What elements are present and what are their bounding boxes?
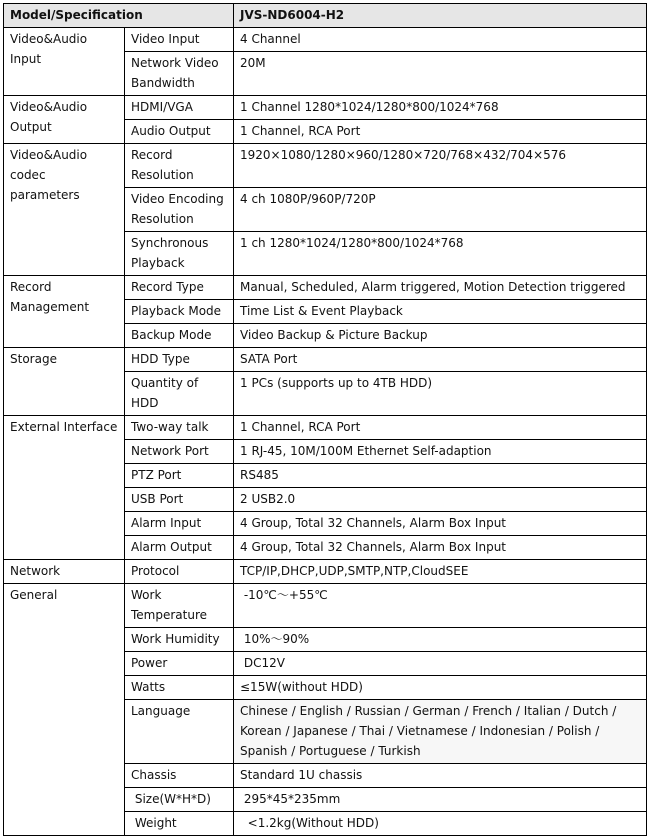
parameter-name: HDD Type: [125, 348, 234, 372]
parameter-value: 4 Group, Total 32 Channels, Alarm Box Input: [234, 512, 647, 536]
parameter-name: PTZ Port: [125, 464, 234, 488]
category-cell: Video&Audio codec parameters: [4, 144, 125, 276]
parameter-value: 4 ch 1080P/960P/720P: [234, 188, 647, 232]
table-row: [4, 144, 647, 188]
spec-table: [3, 3, 647, 836]
parameter-value: 1 Channel, RCA Port: [234, 416, 647, 440]
parameter-value: Standard 1U chassis: [234, 764, 647, 788]
parameter-name: Alarm Output: [125, 536, 234, 560]
parameter-value: TCP/IP,DHCP,UDP,SMTP,NTP,CloudSEE: [234, 560, 647, 584]
parameter-name: Work Humidity: [125, 628, 234, 652]
parameter-name: Weight: [125, 812, 234, 836]
parameter-value: 10%～90%: [234, 628, 647, 652]
parameter-name: Video Encoding Resolution: [125, 188, 234, 232]
parameter-value: ≤15W(without HDD): [234, 676, 647, 700]
parameter-value: RS485: [234, 464, 647, 488]
table-row: [4, 584, 647, 628]
category-cell: General: [4, 584, 125, 836]
parameter-name: Work Temperature: [125, 584, 234, 628]
parameter-value: Video Backup & Picture Backup: [234, 324, 647, 348]
parameter-name: Audio Output: [125, 120, 234, 144]
parameter-value: Chinese / English / Russian / German / French / Italian / Dutch / Korean / Japanese / Thai / Vietnamese / Indonesian / Polish / Spanish / Portuguese / Turkish: [234, 700, 647, 764]
parameter-name: Alarm Input: [125, 512, 234, 536]
parameter-name: Chassis: [125, 764, 234, 788]
parameter-name: Backup Mode: [125, 324, 234, 348]
parameter-name: Network Video Bandwidth: [125, 52, 234, 96]
parameter-name: HDMI/VGA: [125, 96, 234, 120]
parameter-name: Record Type: [125, 276, 234, 300]
table-row: [4, 416, 647, 440]
parameter-name: Network Port: [125, 440, 234, 464]
parameter-value: 1 RJ-45, 10M/100M Ethernet Self-adaption: [234, 440, 647, 464]
parameter-value: 1 PCs (supports up to 4TB HDD): [234, 372, 647, 416]
category-cell: Record Management: [4, 276, 125, 348]
category-cell: Video&Audio Output: [4, 96, 125, 144]
parameter-value: 1 Channel 1280*1024/1280*800/1024*768: [234, 96, 647, 120]
parameter-value: SATA Port: [234, 348, 647, 372]
parameter-value: Manual, Scheduled, Alarm triggered, Motion Detection triggered: [234, 276, 647, 300]
parameter-name: Video Input: [125, 28, 234, 52]
parameter-value: Time List & Event Playback: [234, 300, 647, 324]
parameter-name: Protocol: [125, 560, 234, 584]
category-cell: Video&Audio Input: [4, 28, 125, 96]
parameter-value: 1 Channel, RCA Port: [234, 120, 647, 144]
table-row: [4, 28, 647, 52]
parameter-name: Playback Mode: [125, 300, 234, 324]
table-row: [4, 96, 647, 120]
parameter-value: 1920×1080/1280×960/1280×720/768×432/704×576: [234, 144, 647, 188]
parameter-name: Synchronous Playback: [125, 232, 234, 276]
category-cell: Storage: [4, 348, 125, 416]
header-row: [4, 4, 647, 28]
header-label: Model/Specification: [4, 4, 234, 28]
parameter-value: <1.2kg(Without HDD): [234, 812, 647, 836]
spec-body: [4, 28, 647, 836]
parameter-value: 4 Group, Total 32 Channels, Alarm Box Input: [234, 536, 647, 560]
table-row: [4, 560, 647, 584]
parameter-value: 20M: [234, 52, 647, 96]
header-model: JVS-ND6004-H2: [234, 4, 647, 28]
parameter-value: 4 Channel: [234, 28, 647, 52]
parameter-name: USB Port: [125, 488, 234, 512]
parameter-value: 2 USB2.0: [234, 488, 647, 512]
parameter-name: Watts: [125, 676, 234, 700]
parameter-name: Size(W*H*D): [125, 788, 234, 812]
parameter-name: Quantity of HDD: [125, 372, 234, 416]
category-cell: Network: [4, 560, 125, 584]
table-row: [4, 276, 647, 300]
parameter-value: DC12V: [234, 652, 647, 676]
parameter-value: -10℃～+55℃: [234, 584, 647, 628]
parameter-value: 1 ch 1280*1024/1280*800/1024*768: [234, 232, 647, 276]
parameter-value: 295*45*235mm: [234, 788, 647, 812]
parameter-name: Two-way talk: [125, 416, 234, 440]
category-cell: External Interface: [4, 416, 125, 560]
parameter-name: Language: [125, 700, 234, 764]
table-row: [4, 348, 647, 372]
parameter-name: Record Resolution: [125, 144, 234, 188]
parameter-name: Power: [125, 652, 234, 676]
